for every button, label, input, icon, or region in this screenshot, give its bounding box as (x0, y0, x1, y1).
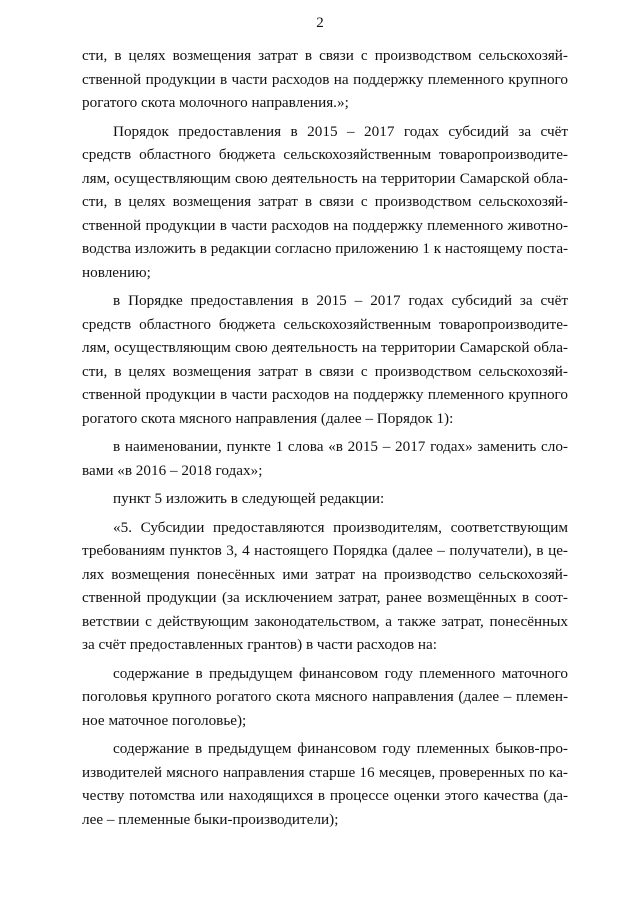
text-line: новлению; (82, 263, 151, 281)
text-line: водства изложить в редакции согласно приложению 1 к настоящему поста- (82, 240, 569, 257)
text-line: лях возмещения понесённых ими затрат на производство сельскохозяй- (82, 565, 568, 583)
text-line: лям, осуществляющим свою деятельность на территории Самарской обла- (82, 339, 568, 356)
text-line: сти, в целях возмещения затрат в связи с производством сельскохозяй- (82, 193, 568, 210)
text-line: честву потомства или находящихся в процессе оценки этого качества (да- (82, 787, 568, 804)
text-line: ственной продукции в части расходов на поддержку племенного животно- (82, 216, 568, 234)
text-line: за счёт предоставленных грантов) в части расходов на: (82, 636, 438, 653)
paragraph-point-5-intro (82, 487, 568, 511)
text-line: ное маточное поголовье); (82, 711, 247, 729)
text-line: содержание в предыдущем финансовом году племенного маточного (113, 664, 568, 682)
text-line: изводителей мясного направления старше 16 месяцев, проверенных по ка- (82, 763, 568, 781)
text-line: Порядок предоставления в 2015 – 2017 годах субсидий за счёт (113, 122, 568, 140)
text-line: средств областного бюджета сельскохозяйственным товаропроизводите- (82, 315, 568, 333)
paragraph-order-livestock (82, 120, 568, 285)
text-line: сти, в целях возмещения затрат в связи с производством сельскохозяй- (82, 47, 568, 64)
document-body (82, 44, 568, 836)
text-line: вами «в 2016 – 2018 годах»; (82, 461, 263, 479)
paragraph-breeding-bulls (82, 737, 568, 831)
paragraph-order-1-intro (82, 289, 568, 430)
text-line: ветствии с действующим законодательством, а также затрат, понесённых (82, 612, 568, 630)
text-line: в Порядке предоставления в 2015 – 2017 годах субсидий за счёт (113, 292, 568, 309)
text-line: «5. Субсидии предоставляются производителям, соответствующим (113, 518, 568, 536)
text-line: рогатого скота молочного направления.»; (82, 94, 349, 111)
text-line: лям, осуществляющим свою деятельность на территории Самарской обла- (82, 169, 568, 187)
text-line: рогатого скота мясного направления (далее – Порядок 1): (82, 409, 454, 427)
text-line: требованиям пунктов 3, 4 настоящего Порядка (далее – получатели), в це- (82, 542, 568, 559)
text-line: средств областного бюджета сельскохозяйственным товаропроизводите- (82, 146, 568, 163)
paragraph-title-amendment (82, 435, 568, 482)
paragraph-breeding-stock (82, 662, 568, 733)
paragraph-point-5-text (82, 516, 568, 657)
text-line: ственной продукции в части расходов на поддержку племенного крупного (82, 70, 568, 88)
text-line: в наименовании, пункте 1 слова «в 2015 – 2017 годах» заменить сло- (113, 438, 568, 455)
text-line: пункт 5 изложить в следующей редакции: (113, 490, 385, 507)
text-line: лее – племенные быки-производители); (82, 810, 339, 828)
paragraph-continuation (82, 44, 568, 115)
text-line: поголовья крупного рогатого скота мясного направления (далее – племен- (82, 688, 568, 705)
text-line: ственной продукции в части расходов на поддержку племенного крупного (82, 386, 568, 403)
text-line: ственной продукции (за исключением затрат, ранее возмещённых в соот- (82, 589, 568, 606)
text-line: содержание в предыдущем финансовом году племенных быков-про- (113, 740, 568, 757)
page-number: 2 (316, 15, 324, 31)
text-line: сти, в целях возмещения затрат в связи с производством сельскохозяй- (82, 362, 568, 380)
